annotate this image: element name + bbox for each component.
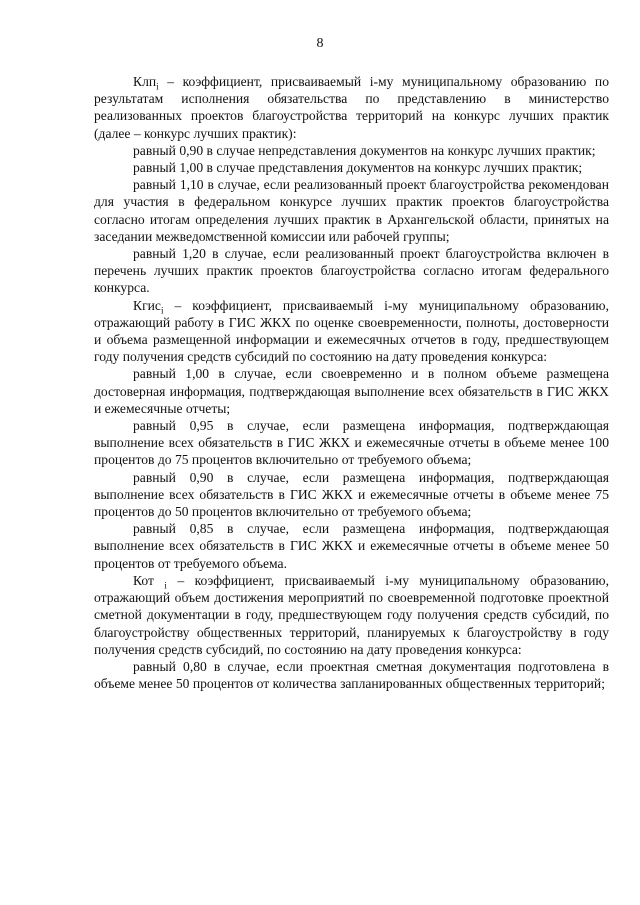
paragraph-text: равный 1,10 в случае, если реализованный проект благоустройства рекомендован для участия в федеральном конкурсе лучших практик проектов благоустройства согласно итогам определения лучших практик в Архангельской области, принятых на заседании межведомственной комиссии или рабочей группы; (94, 177, 609, 244)
paragraph-text: равный 1,20 в случае, если реализованный проект благоустройства включен в перечень лучших практик проектов благоустройства согласно итогам федерального конкурса. (94, 246, 609, 296)
paragraph-text: равный 1,00 в случае, если своевременно и в полном объеме размещена достоверная информация, подтверждающая выполнение всех обязательств в ГИС ЖКХ и ежемесячные отчеты; (94, 366, 609, 416)
paragraph-text: равный 0,85 в случае, если размещена информация, подтверждающая выполнение всех обязательств в ГИС ЖКХ и ежемесячные отчеты в объеме менее 50 процентов от требуемого объема. (94, 521, 609, 571)
paragraph-kgis-definition (94, 297, 609, 366)
paragraph-kot-value-1 (94, 658, 609, 692)
paragraph-kgis-value-3 (94, 469, 609, 521)
term-subscript: i (160, 305, 164, 316)
term-subscript: i (156, 81, 159, 92)
paragraph-klp-definition (94, 73, 609, 142)
body-text (94, 73, 609, 692)
paragraph-kgis-value-2 (94, 417, 609, 469)
term-symbol: Клп (133, 74, 157, 89)
paragraph-text: – коэффициент, присваиваемый i-му муниципальному образованию, отражающий работу в ГИС ЖКХ по оценке своевременности, полноты, достоверности и объема размещенной информации и ежемесячных отчетов в году, предшествующем году получения средств субсидий по состоянию на дату проведения конкурса: (94, 297, 609, 365)
term-symbol: Кот (133, 572, 165, 588)
paragraph-text: равный 0,80 в случае, если проектная сметная документация подготовлена в объеме менее 50 процентов от количества запланированных общественных территорий; (94, 658, 609, 692)
paragraph-klp-value-3 (94, 176, 609, 245)
paragraph-klp-value-2 (94, 159, 609, 176)
paragraph-kot-definition (94, 572, 609, 658)
paragraph-klp-value-1 (94, 142, 609, 159)
paragraph-text: – коэффициент, присваиваемый i-му муниципальному образованию по результатам исполнения обязательства по представлению в министерство реализованных проектов благоустройства территорий на конкурс лучших практик (далее – конкурс лучших практик): (94, 74, 609, 141)
paragraph-text: равный 0,90 в случае, если размещена информация, подтверждающая выполнение всех обязательств в ГИС ЖКХ и ежемесячные отчеты в объеме менее 75 процентов до 50 процентов включительно от требуемого объема; (94, 469, 609, 520)
term-symbol: Кгис (133, 297, 161, 313)
paragraph-text: равный 0,95 в случае, если размещена информация, подтверждающая выполнение всех обязательств в ГИС ЖКХ и ежемесячные отчеты в объеме менее 100 процентов до 75 процентов включительно от требуемого объема; (94, 418, 609, 468)
paragraph-text: равный 0,90 в случае непредставления документов на конкурс лучших практик; (133, 142, 596, 158)
paragraph-text: – коэффициент, присваиваемый i-му муниципальному образованию, отражающий объем достижения мероприятий по своевременной подготовке проектной сметной документации в году, предшествующем году получения средств субсидий, по благоустройству общественных территорий, планируемых к благоустройству в году получения средств субсидий, по состоянию на дату проведения конкурса: (94, 572, 609, 657)
term-subscript: i (164, 580, 167, 591)
paragraph-kgis-value-4 (94, 520, 609, 572)
paragraph-klp-value-4 (94, 245, 609, 297)
page-number: 8 (316, 36, 324, 51)
paragraph-kgis-value-1 (94, 365, 609, 417)
paragraph-text: равный 1,00 в случае представления документов на конкурс лучших практик; (133, 160, 583, 176)
